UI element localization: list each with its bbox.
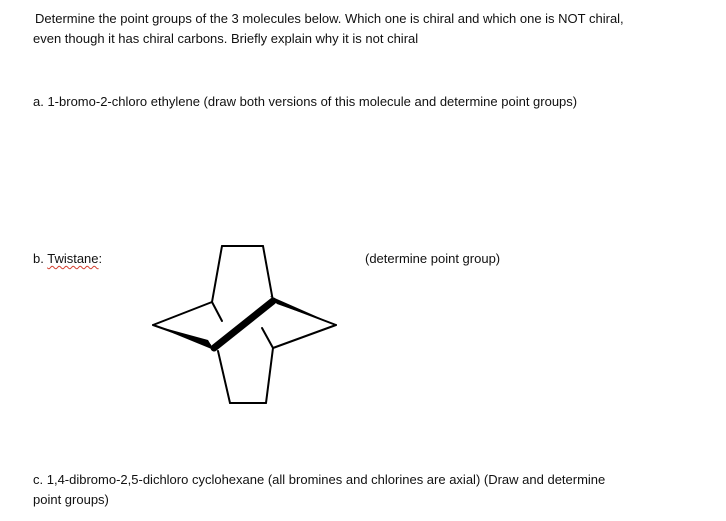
part-a-prompt: a. 1-bromo-2-chloro ethylene (draw both versions of this molecule and determine point groups) — [33, 94, 578, 109]
bond-bottom-right — [266, 348, 273, 403]
bond-top-left — [212, 246, 222, 302]
twistane-structure — [140, 235, 350, 415]
bond-upper-inner — [212, 302, 222, 321]
bond-top-right — [263, 246, 273, 301]
question-intro-line-1: Determine the point groups of the 3 molecules below. Which one is chiral and which one is NOT chiral, — [35, 11, 624, 26]
part-c-prompt-line-1: c. 1,4-dibromo-2,5-dichloro cyclohexane (all bromines and chlorines are axial) (Draw and determine — [33, 472, 606, 487]
bond-right-lower — [273, 325, 336, 348]
twistane-word: Twistane — [47, 251, 99, 266]
bond-left-upper — [153, 302, 212, 325]
question-intro-line-2: even though it has chiral carbons. Briefly explain why it is not chiral — [33, 31, 419, 46]
part-b-colon: : — [98, 251, 103, 266]
bond-bottom-left — [218, 351, 230, 403]
part-c-prompt-line-2: point groups) — [33, 492, 109, 507]
part-b-label — [33, 249, 102, 269]
part-b-note: (determine point group) — [365, 251, 501, 266]
bond-lower-inner — [262, 328, 273, 348]
bold-central-bond — [214, 301, 273, 348]
part-b-prefix: b. — [33, 251, 48, 266]
